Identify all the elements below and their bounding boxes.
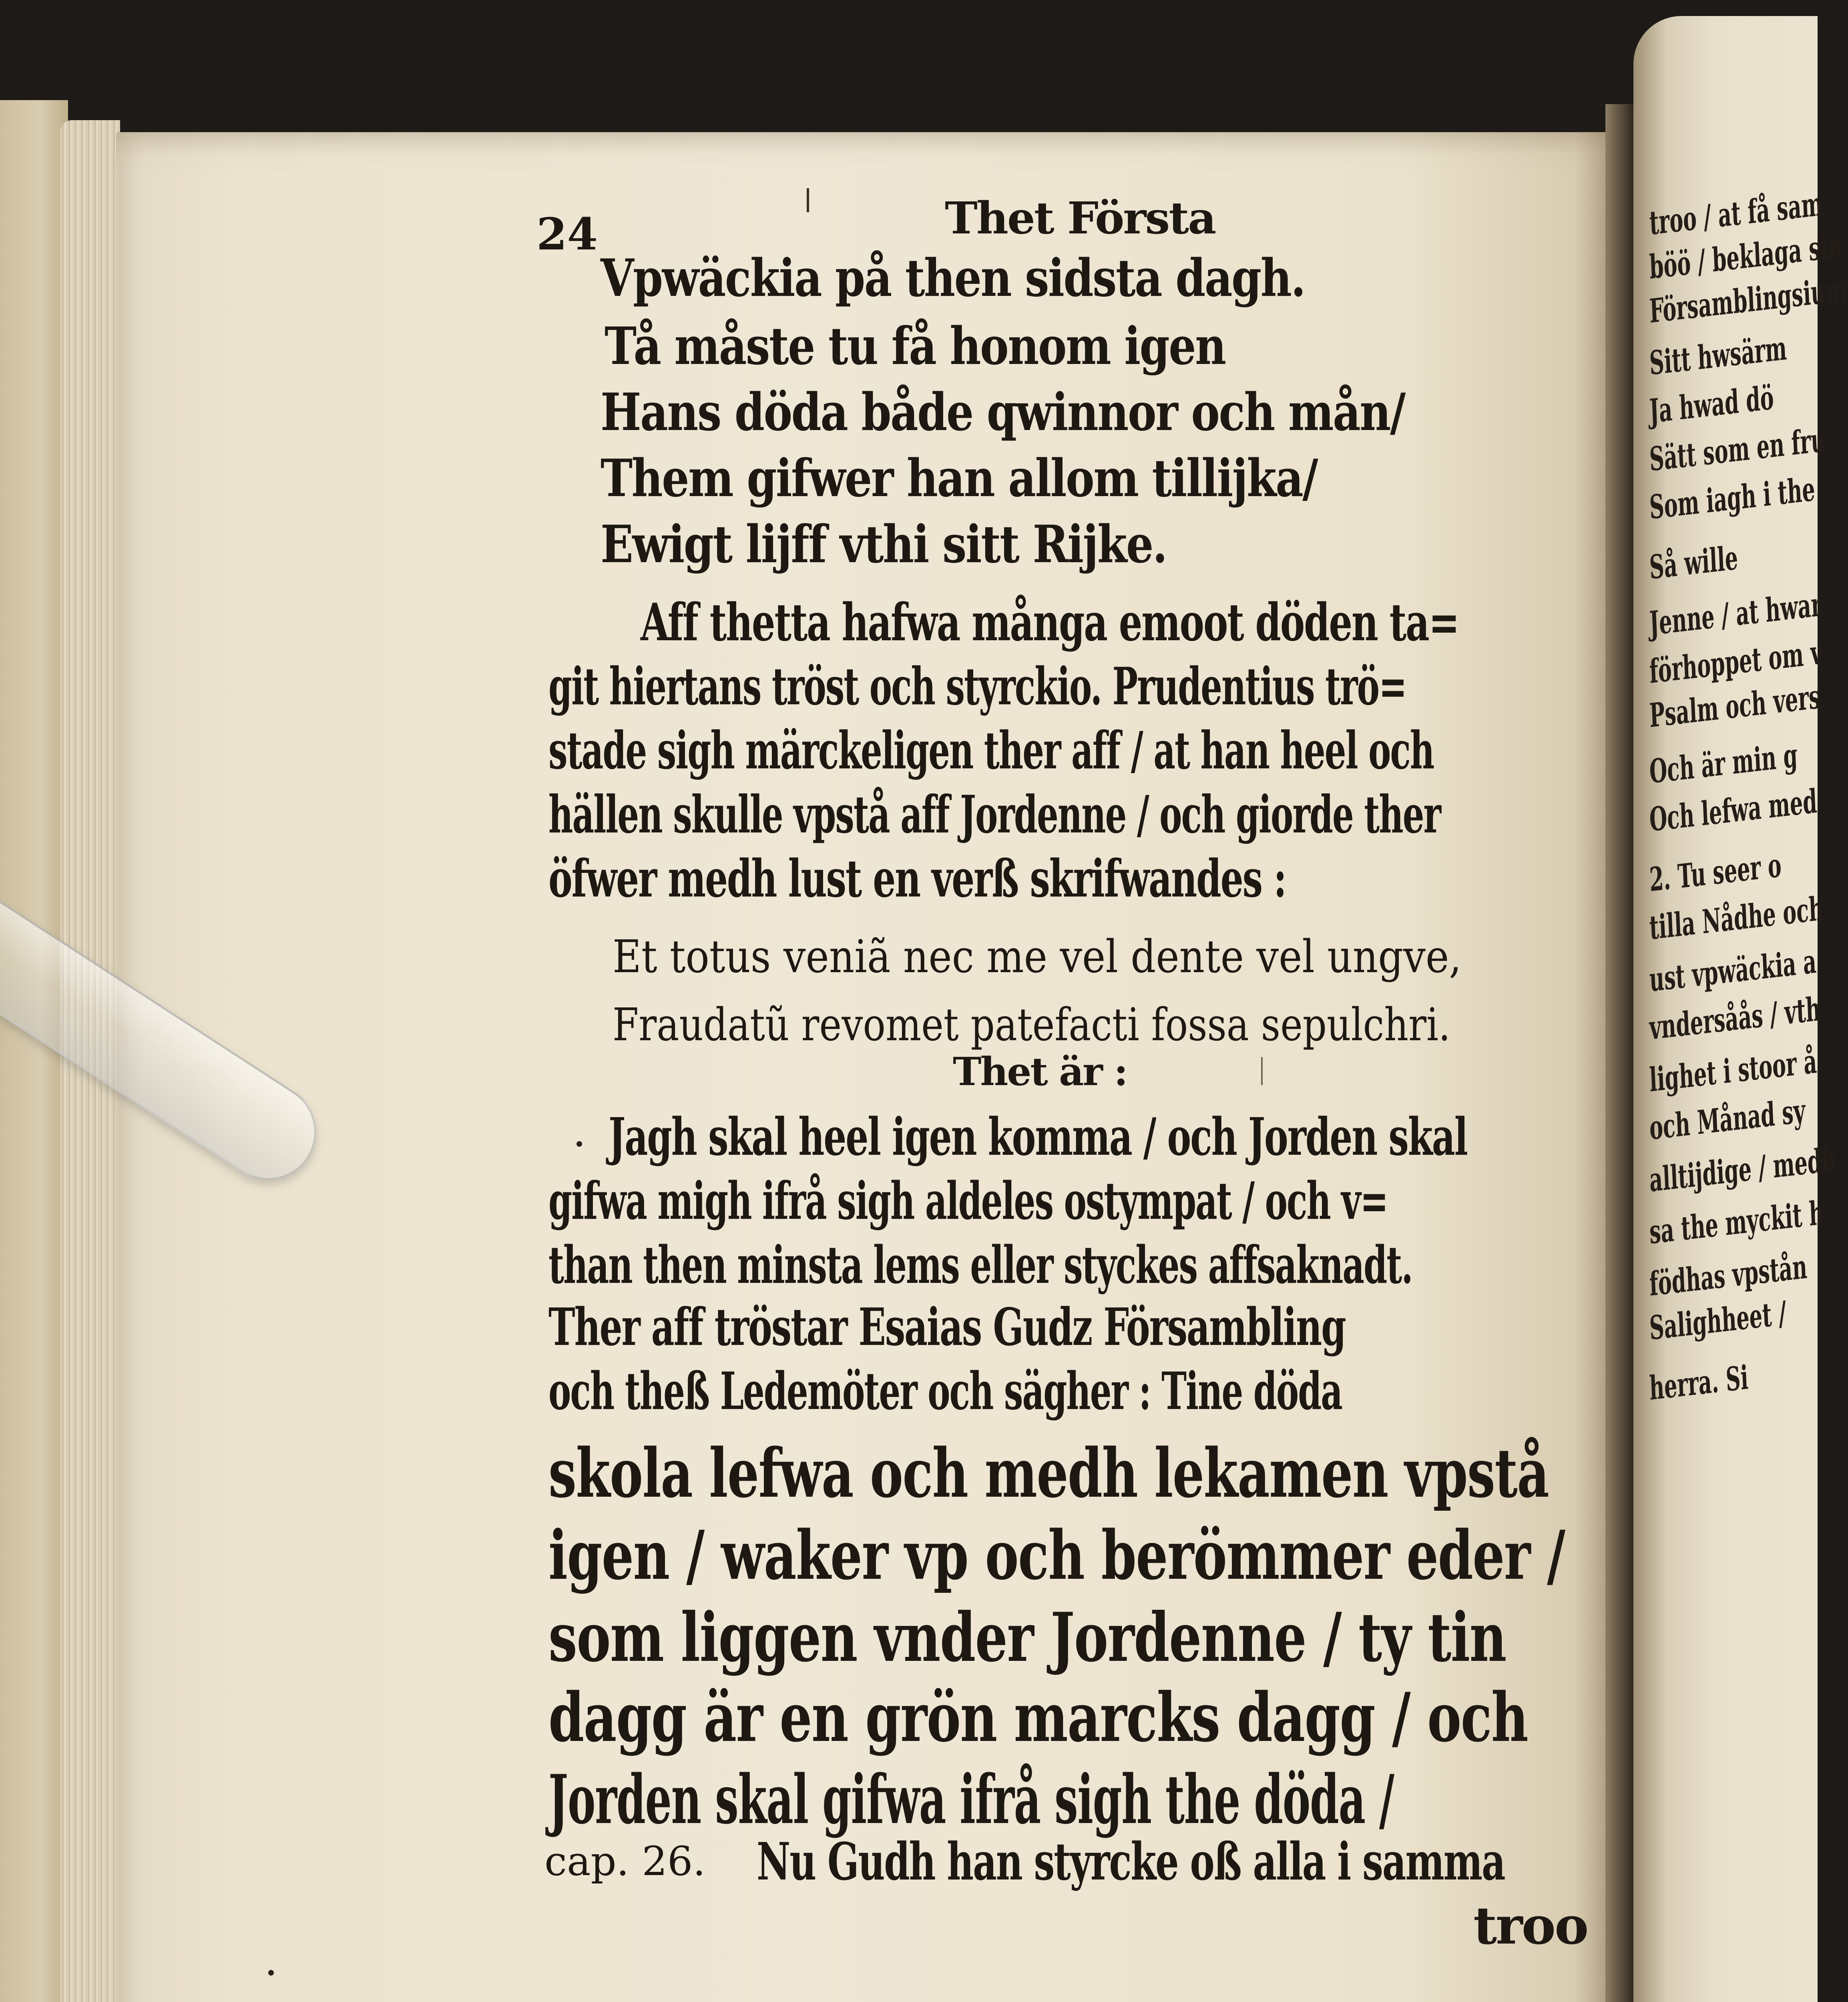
margin-reference: cap. 26. (544, 1838, 706, 1885)
facing-page-line: och Månad sy (1648, 1091, 1806, 1148)
verse-line: Tå måste tu få honom igen (605, 316, 1225, 376)
facing-page-line: tilla Nådhe och (1648, 889, 1824, 947)
pencil-mark (807, 188, 809, 212)
paragraph-line: gifwa migh ifrå sigh aldeles ostympat / och v= (548, 1171, 1388, 1231)
verse-line: Hans döda både qwinnor och mån/ (601, 382, 1405, 442)
facing-page-line: 2. Tu seer o (1648, 846, 1782, 899)
facing-page-line: böö / beklaga sin (1648, 226, 1844, 287)
catchword: troo (1473, 1896, 1588, 1956)
paragraph-line: Aff thetta hafwa många emoot döden ta= (641, 593, 1459, 653)
paragraph-line-large: igen / waker vp och berömmer eder / (548, 1516, 1565, 1595)
running-head: Thet Första (945, 192, 1215, 244)
verse-line: Them gifwer han allom tillijka/ (601, 448, 1318, 509)
paragraph-line: öfwer medh lust en verß skrifwandes : (548, 849, 1286, 909)
facing-page-line: Och lefwa med (1648, 782, 1818, 839)
page-number: 24 (536, 208, 598, 260)
facing-page-line: Så wille (1648, 539, 1739, 587)
pencil-mark (1261, 1057, 1263, 1085)
facing-page-line: alltijdige / medh (1648, 1140, 1838, 1200)
facing-page-line: Sätt som en fru (1648, 420, 1826, 479)
facing-page-line: Ja hwad dö (1648, 378, 1775, 431)
paragraph-line: stade sigh märckeligen ther aff / at han heel och (548, 721, 1434, 781)
ink-speck (576, 1141, 582, 1147)
paragraph-line-large: Jorden skal gifwa ifrå sigh the döda / (548, 1760, 1394, 1839)
paragraph-line: och theß Ledemöter och sägher : Tine döda (548, 1361, 1342, 1421)
latin-line: Et totus veniã nec me vel dente vel ungve, (613, 931, 1462, 983)
facing-page-line: Och är min g (1648, 736, 1798, 791)
paragraph-line: hällen skulle vpstå aff Jordenne / och giorde ther (548, 785, 1440, 845)
verse-line: Vpwäckia på then sidsta dagh. (601, 248, 1305, 308)
facing-page-line: Jenne / at hwar (1648, 585, 1823, 643)
paragraph-line: than then minsta lems eller styckes affsaknadt. (548, 1235, 1412, 1295)
paragraph-line: Ther aff tröstar Esaias Gudz Försambling (548, 1297, 1346, 1357)
facing-page-line: sa the myckit h (1648, 1193, 1825, 1252)
facing-page-line: förhoppet om v (1648, 633, 1824, 691)
facing-page-line: Som iagh i the (1648, 470, 1816, 527)
latin-line: Fraudatũ revomet patefacti fossa sepulchri. (613, 999, 1450, 1051)
thet-ar-heading: Thet är : (953, 1049, 1127, 1094)
paragraph-line: Nu Gudh han styrcke oß alla i samma (757, 1832, 1505, 1892)
facing-page-line: ust vpwäckia a (1648, 942, 1817, 999)
ink-speck (268, 1970, 274, 1976)
facing-page (1633, 16, 1848, 2002)
paragraph-line: git hiertans tröst och styrckio. Prudentius trö= (548, 657, 1406, 717)
paragraph-line: Jagh skal heel igen komma / och Jorden skal (609, 1107, 1467, 1167)
paragraph-line-large: skola lefwa och medh lekamen vpstå (548, 1433, 1549, 1513)
paragraph-line-large: som liggen vnder Jordenne / ty tin (548, 1598, 1506, 1677)
facing-page-line: Församblingsium (1648, 270, 1848, 331)
verse-line: Ewigt lijff vthi sitt Rijke. (601, 515, 1167, 575)
facing-page-line: lighet i stoor å (1648, 1042, 1818, 1099)
facing-page-line: Psalm och vers. (1648, 677, 1828, 735)
facing-page-line: Salighheet / (1648, 1294, 1787, 1348)
facing-page-line: herra. Si (1648, 1358, 1749, 1408)
paragraph-line-large: dagg är en grön marcks dagg / och (548, 1678, 1528, 1757)
facing-page-line: födhas vpstån (1648, 1247, 1808, 1304)
facing-page-line: Sitt hwsärm (1648, 329, 1788, 383)
facing-page-line: troo / at få sam (1648, 185, 1824, 243)
facing-page-line: vndersåås / vth (1648, 989, 1822, 1047)
